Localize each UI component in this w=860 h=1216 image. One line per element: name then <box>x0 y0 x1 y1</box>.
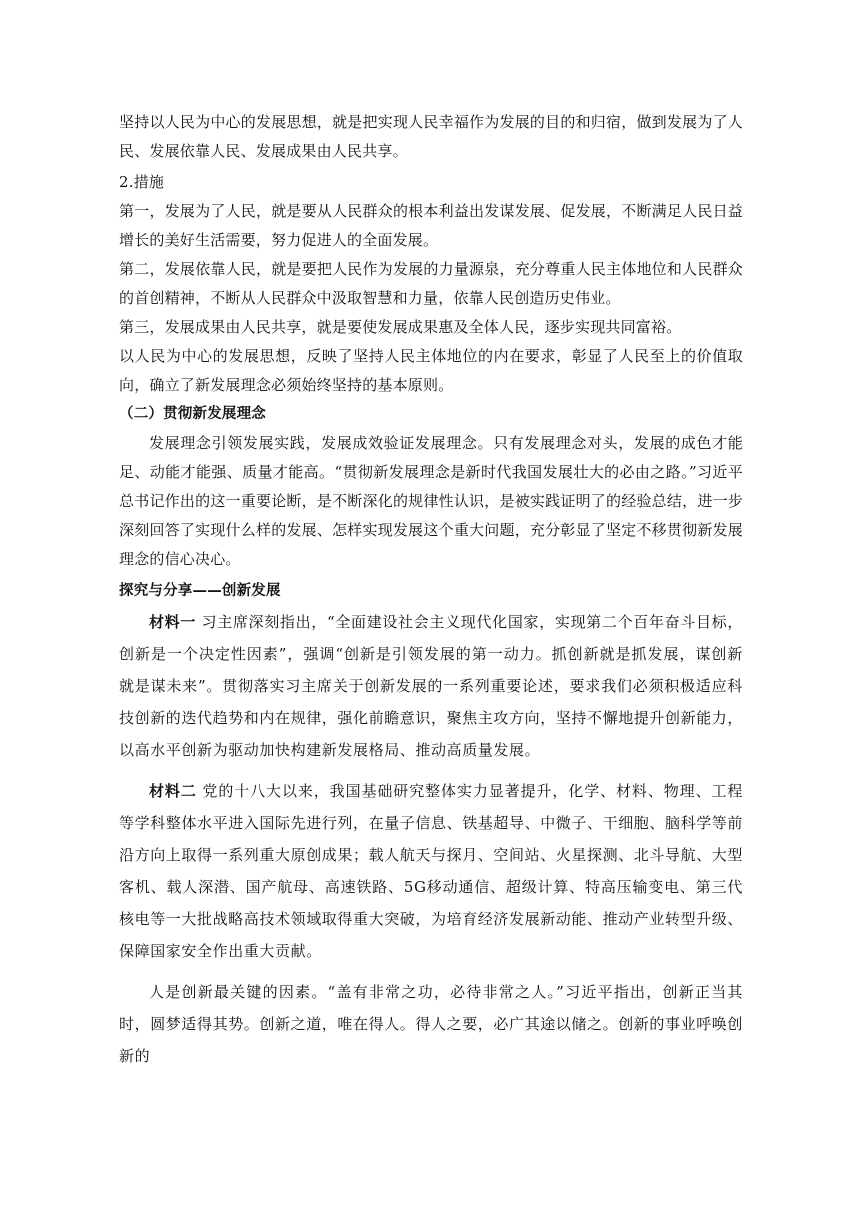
closing-paragraph: 人是创新最关键的因素。“盖有非常之功，必待非常之人。”习近平指出，创新正当其时，圆梦适得其势。创新之道，唯在得人。得人之要，必广其途以储之。创新的事业呼唤创新的 <box>119 983 744 1065</box>
intro-paragraph: 坚持以人民为中心的发展思想，就是把实现人民幸福作为发展的目的和归宿，做到发展为了人民、发展依靠人民、发展成果由人民共享。 <box>119 113 743 160</box>
material-1-paragraph <box>119 606 743 766</box>
section-heading: （二）贯彻新发展理念 <box>119 406 266 422</box>
material-2-paragraph <box>119 775 743 967</box>
material-2-text: 党的十八大以来，我国基础研究整体实力显著提升，化学、材料、物理、工程等学科整体水平进入国际先进行列，在量子信息、铁基超导、中微子、干细胞、脑科学等前沿方向上取得一系列重大原创成果；载人航天与探月、空间站、火星探测、北斗导航、大型客机、载人深潜、国产航母、高速铁路、5G移动通信、超级计算、特高压输变电、第三代核电等一大批战略高技术领域取得重大突破，为培育经济发展新动能、推动产业转型升级、保障国家安全作出重大贡献。 <box>119 782 744 960</box>
summary-paragraph: 以人民为中心的发展思想，反映了坚持人民主体地位的内在要求，彰显了人民至上的价值取向，确立了新发展理念必须始终坚持的基本原则。 <box>119 347 743 394</box>
explore-heading: 探究与分享——创新发展 <box>119 583 281 599</box>
measure-3-paragraph: 第三，发展成果由人民共享，就是要使发展成果惠及全体人民，逐步实现共同富裕。 <box>119 318 682 336</box>
measure-2-paragraph: 第二，发展依靠人民，就是要把人民作为发展的力量源泉，充分尊重人民主体地位和人民群众的首创精神，不断从人民群众中汲取智慧和力量，依靠人民创造历史伟业。 <box>119 260 743 307</box>
section-paragraph: 发展理念引领发展实践，发展成效验证发展理念。只有发展理念对头，发展的成色才能足、动能才能强、质量才能高。“贯彻新发展理念是新时代我国发展壮大的必由之路。”习近平总书记作出的这一重要论断，是不断深化的规律性认识，是被实践证明了的经验总结，进一步深刻回答了实现什么样的发展、怎样实现发展这个重大问题，充分彰显了坚定不移贯彻新发展理念的信心决心。 <box>119 434 743 568</box>
measure-1-paragraph: 第一，发展为了人民，就是要从人民群众的根本利益出发谋发展、促发展，不断满足人民日益增长的美好生活需要，努力促进人的全面发展。 <box>119 202 743 249</box>
material-2-label: 材料二 <box>149 782 197 800</box>
measures-heading: 2.措施 <box>119 173 165 191</box>
material-1-label: 材料一 <box>149 613 197 631</box>
material-1-text: 习主席深刻指出，“全面建设社会主义现代化国家，实现第二个百年奋斗目标，创新是一个决定性因素”，强调“创新是引领发展的第一动力。抓创新就是抓发展，谋创新就是谋未来”。贯彻落实习主席关于创新发展的一系列重要论述，要求我们必须积极适应科技创新的迭代趋势和内在规律，强化前瞻意识，聚焦主攻方向，坚持不懈地提升创新能力，以高水平创新为驱动加快构建新发展格局、推动高质量发展。 <box>119 613 744 759</box>
document-body <box>119 108 743 1072</box>
